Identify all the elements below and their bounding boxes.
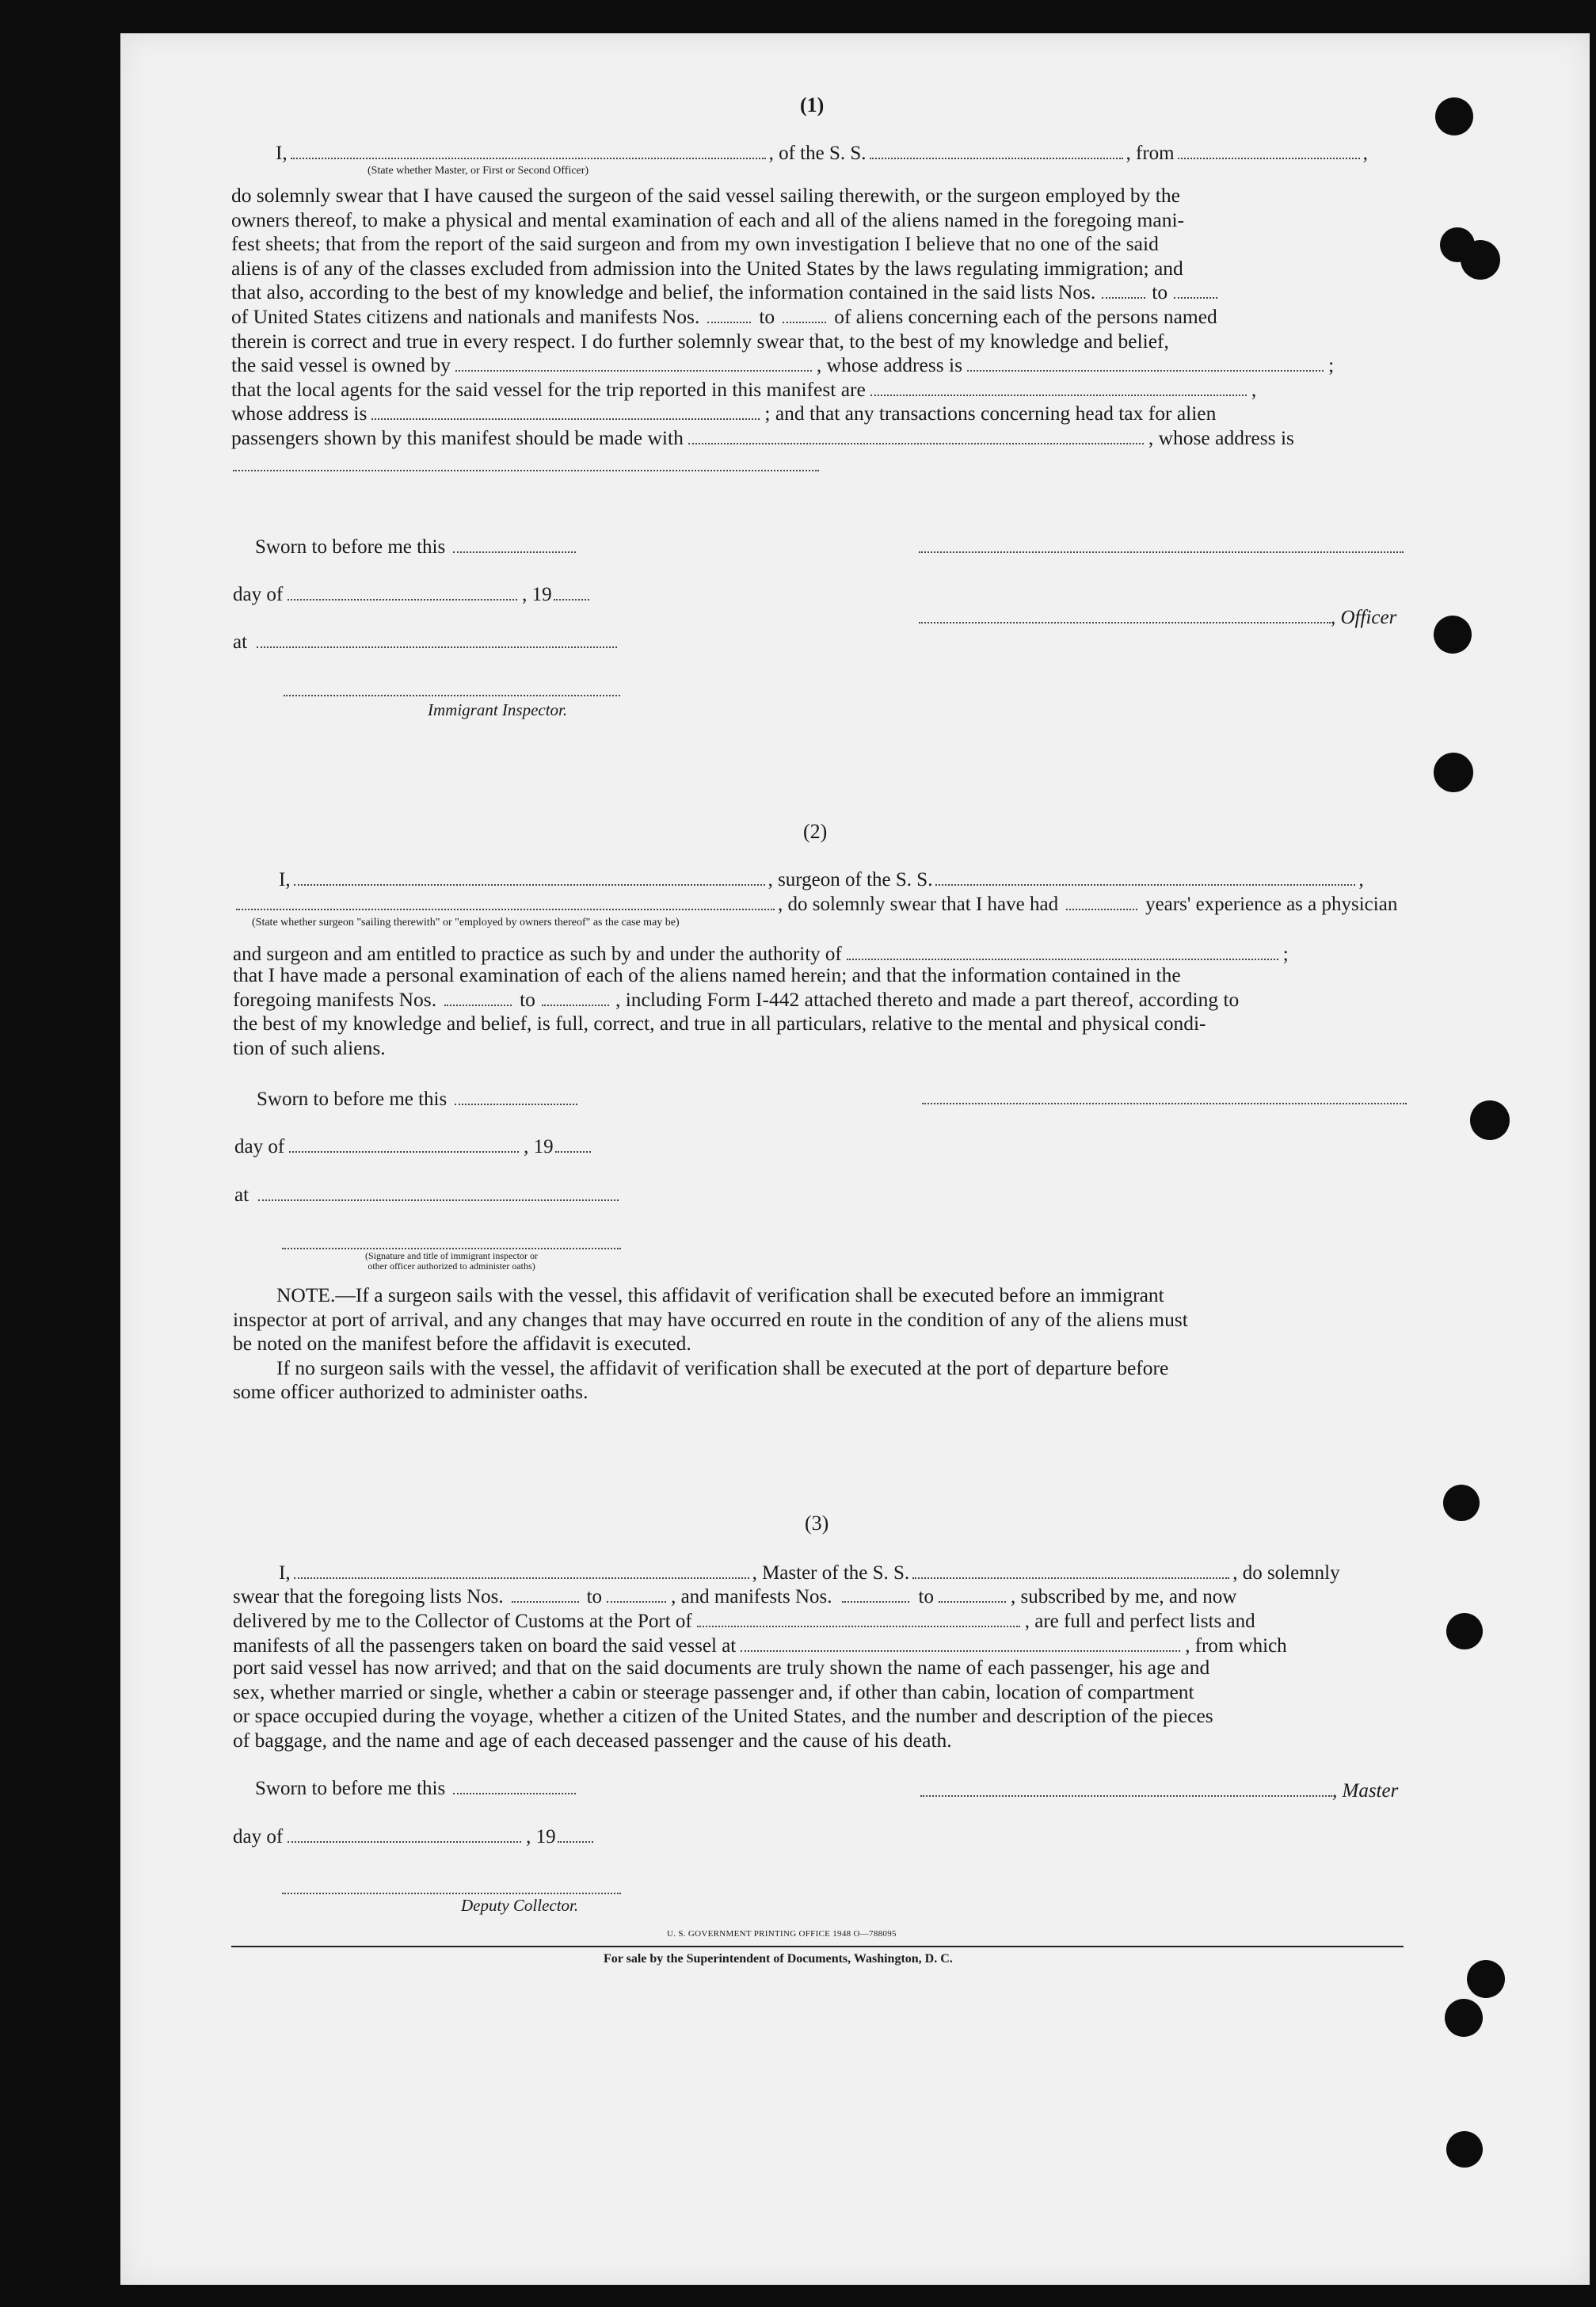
text-owned-by: the said vessel is owned by bbox=[231, 353, 451, 377]
text-foregoing: foregoing manifests Nos. bbox=[233, 987, 437, 1011]
para-line: aliens is of any of the classes excluded from admission into the United States by the laws regulating immigration; and bbox=[231, 256, 1183, 280]
manifests-nos-blank[interactable] bbox=[707, 321, 751, 323]
text-do-solemnly: , do solemnly swear that I have had bbox=[778, 894, 1059, 915]
text-i: I, bbox=[279, 869, 291, 890]
printing-office-imprint: U. S. GOVERNMENT PRINTING OFFICE 1948 O—788095 bbox=[667, 1929, 897, 1939]
note-paragraph bbox=[233, 1283, 1528, 1405]
text-day-of: day of bbox=[233, 584, 284, 605]
para-line: owners thereof, to make a physical and mental examination of each and all of the aliens named in the foregoing mani- bbox=[231, 208, 1185, 231]
punch-hole bbox=[1467, 1960, 1505, 1998]
sworn-day-blank-3[interactable] bbox=[453, 1792, 576, 1794]
text-local-agents: that the local agents for the said vessel for the trip reported in this manifest are bbox=[231, 377, 866, 401]
text-comma: , bbox=[1358, 869, 1364, 890]
punch-hole bbox=[1434, 616, 1472, 654]
text-including: , including Form I-442 attached thereto and made a part thereof, according to bbox=[615, 987, 1240, 1011]
para-line bbox=[231, 426, 1528, 451]
text-from-which: , from which bbox=[1185, 1635, 1287, 1657]
deputy-caption: Deputy Collector. bbox=[461, 1896, 579, 1915]
section-1-paragraph bbox=[231, 184, 1528, 451]
section-2-line-2 bbox=[233, 892, 1397, 917]
manifests-nos-to-blank[interactable] bbox=[783, 321, 826, 323]
officer-line bbox=[919, 605, 1396, 630]
text-to: to bbox=[918, 1586, 934, 1607]
sworn-line-3 bbox=[255, 1776, 579, 1801]
surgeon-signature-blank[interactable] bbox=[922, 1102, 1407, 1104]
para-line bbox=[231, 280, 1528, 305]
text-sworn: Sworn to before me this bbox=[255, 1778, 446, 1799]
surgeon-name-blank[interactable] bbox=[294, 883, 765, 886]
signature-caption-2 bbox=[293, 1251, 610, 1272]
ship-name-blank-2[interactable] bbox=[935, 883, 1355, 886]
punch-hole bbox=[1470, 1100, 1510, 1140]
at-line-2 bbox=[234, 1183, 622, 1207]
para-line: do solemnly swear that I have caused the surgeon of the said vessel sailing therewith, or the surgeon employed by the bbox=[231, 184, 1180, 207]
section-1-number: (1) bbox=[800, 93, 825, 116]
text-i: I, bbox=[279, 1562, 291, 1584]
manifests-to-blank-2[interactable] bbox=[542, 1004, 609, 1006]
punch-hole bbox=[1443, 1485, 1480, 1521]
inspector-signature-blank-2[interactable] bbox=[282, 1247, 621, 1249]
para-line: of baggage, and the name and age of each deceased passenger and the cause of his death. bbox=[233, 1728, 952, 1752]
section-3-line-3 bbox=[233, 1609, 1255, 1634]
ship-name-blank[interactable] bbox=[870, 157, 1123, 159]
sworn-line-1 bbox=[255, 535, 579, 559]
lists-to-blank-3[interactable] bbox=[607, 1600, 666, 1603]
owner-blank[interactable] bbox=[455, 369, 812, 372]
from-port-blank[interactable] bbox=[1178, 157, 1360, 159]
at-place-blank-2[interactable] bbox=[258, 1199, 619, 1201]
text-delivered: delivered by me to the Collector of Customs at the Port of bbox=[233, 1611, 692, 1632]
agents-address-blank[interactable] bbox=[371, 418, 760, 420]
form-page bbox=[120, 33, 1590, 2285]
para-line: fest sheets; that from the report of the said surgeon and from my own investigation I believe that no one of the said bbox=[231, 232, 1159, 256]
text-of-ss: , of the S. S. bbox=[768, 143, 867, 164]
text-day-of: day of bbox=[233, 1826, 284, 1848]
day-of-line-3 bbox=[233, 1825, 596, 1849]
local-agents-blank[interactable] bbox=[870, 394, 1247, 396]
section-2-line-1 bbox=[279, 868, 1364, 892]
lists-nos-to-blank[interactable] bbox=[1174, 296, 1217, 299]
for-sale-notice: For sale by the Superintendent of Documents, Washington, D. C. bbox=[604, 1952, 953, 1966]
head-tax-address-blank[interactable] bbox=[233, 469, 819, 471]
text-at: at bbox=[233, 631, 248, 653]
day-of-line-2 bbox=[234, 1134, 594, 1159]
para-line: sex, whether married or single, whether a cabin or steerage passenger and, if other than cabin, location of compartment bbox=[233, 1680, 1194, 1703]
text-day-of: day of bbox=[234, 1136, 285, 1157]
year-blank[interactable] bbox=[554, 598, 589, 601]
text-years-experience: years' experience as a physician bbox=[1145, 894, 1398, 915]
para-line bbox=[231, 402, 1528, 426]
text-master-of: , Master of the S. S. bbox=[752, 1562, 910, 1584]
text-semicolon: ; bbox=[1328, 353, 1335, 377]
text-whose-address: , whose address is bbox=[1148, 425, 1294, 449]
text-to: to bbox=[759, 304, 775, 328]
text-to: to bbox=[586, 1586, 603, 1607]
sworn-line-2 bbox=[257, 1087, 581, 1112]
text-at: at bbox=[234, 1184, 249, 1206]
officer-caption: (State whether Master, or First or Second Officer) bbox=[368, 165, 589, 177]
text-and-manifests: , and manifests Nos. bbox=[671, 1586, 832, 1607]
para-line: that I have made a personal examination of each of the aliens named herein; and that the information contained in the bbox=[233, 963, 1181, 986]
inspector-signature-blank[interactable] bbox=[284, 694, 620, 696]
years-blank[interactable] bbox=[1066, 908, 1137, 910]
text-of-aliens: of aliens concerning each of the persons named bbox=[834, 304, 1217, 328]
text-surgeon-of: , surgeon of the S. S. bbox=[768, 869, 933, 890]
punch-hole bbox=[1446, 1613, 1483, 1649]
at-line-1 bbox=[233, 630, 620, 654]
section-3-line-4 bbox=[233, 1634, 1287, 1658]
caption-line: other officer authorized to administer oaths) bbox=[368, 1260, 535, 1272]
note-line: NOTE.—If a surgeon sails with the vessel, this affidavit of verification shall be executed before an immigrant bbox=[276, 1283, 1164, 1306]
port-blank[interactable] bbox=[697, 1625, 1020, 1627]
punch-hole bbox=[1435, 97, 1473, 135]
text-whose-address: , whose address is bbox=[816, 353, 963, 377]
punch-hole bbox=[1445, 1999, 1483, 2037]
text-full-perfect: , are full and perfect lists and bbox=[1024, 1611, 1255, 1632]
master-name-blank[interactable] bbox=[294, 1577, 749, 1579]
text-lists-nos: that also, according to the best of my knowledge and belief, the information contained in the said lists Nos. bbox=[231, 280, 1096, 304]
text-19: , 19 bbox=[526, 1826, 556, 1848]
officer-name-blank[interactable] bbox=[291, 157, 766, 159]
text-manifests-nos: of United States citizens and nationals and manifests Nos. bbox=[231, 304, 700, 328]
authority-blank[interactable] bbox=[847, 958, 1278, 960]
text-and-surgeon: and surgeon and am entitled to practice as such by and under the authority of bbox=[233, 944, 842, 965]
text-officer: , Officer bbox=[1331, 607, 1397, 628]
surgeon-caption: (State whether surgeon "sailing therewith" or "employed by owners thereof" as the case may be) bbox=[252, 917, 680, 929]
text-subscribed: , subscribed by me, and now bbox=[1010, 1586, 1237, 1607]
text-do-solemnly: , do solemnly bbox=[1232, 1562, 1340, 1584]
para-line: or space occupied during the voyage, whether a citizen of the United States, and the number and description of the pieces bbox=[233, 1704, 1213, 1728]
text-made-with: passengers shown by this manifest should be made with bbox=[231, 425, 684, 449]
para-line: port said vessel has now arrived; and that on the said documents are truly shown the name of each passenger, his age and bbox=[233, 1656, 1210, 1679]
sworn-day-blank-2[interactable] bbox=[455, 1103, 577, 1105]
day-of-line-1 bbox=[233, 582, 592, 607]
text-19: , 19 bbox=[524, 1136, 554, 1157]
text-to: to bbox=[520, 987, 535, 1011]
text-semicolon: ; bbox=[1282, 944, 1289, 965]
section-3-number: (3) bbox=[805, 1512, 829, 1535]
punch-hole bbox=[1434, 753, 1473, 792]
para-line bbox=[231, 378, 1528, 402]
surgeon-status-blank[interactable] bbox=[236, 908, 775, 910]
section-3-line-1 bbox=[279, 1561, 1340, 1585]
para-line bbox=[233, 988, 1528, 1012]
punch-hole bbox=[1446, 2131, 1483, 2168]
collector-signature-blank[interactable] bbox=[282, 1892, 621, 1894]
text-comma: , bbox=[1362, 143, 1368, 164]
officer-signature-blank[interactable] bbox=[919, 621, 1331, 623]
text-to: to bbox=[1152, 280, 1168, 304]
text-swear: swear that the foregoing lists Nos. bbox=[233, 1586, 504, 1607]
text-from: , from bbox=[1126, 143, 1175, 164]
caption-line: (Signature and title of immigrant inspector or bbox=[365, 1250, 538, 1261]
owner-address-blank[interactable] bbox=[967, 369, 1324, 372]
boarding-port-blank[interactable] bbox=[741, 1649, 1180, 1652]
para-line: tion of such aliens. bbox=[233, 1035, 386, 1059]
footer-rule bbox=[231, 1946, 1404, 1947]
manifests-nos-blank-3[interactable] bbox=[842, 1600, 909, 1603]
sworn-day-blank[interactable] bbox=[453, 551, 576, 553]
para-line bbox=[231, 353, 1528, 378]
text-i: I, bbox=[276, 143, 288, 164]
note-line: inspector at port of arrival, and any changes that may have occurred en route in the condition of any of the aliens must bbox=[233, 1307, 1188, 1331]
para-line bbox=[231, 305, 1528, 330]
month-blank-3[interactable] bbox=[288, 1840, 521, 1843]
manifests-nos-blank-2[interactable] bbox=[444, 1004, 512, 1006]
section-2-number: (2) bbox=[803, 820, 828, 843]
month-blank[interactable] bbox=[288, 598, 517, 601]
head-tax-party-blank[interactable] bbox=[688, 442, 1144, 444]
month-blank-2[interactable] bbox=[289, 1150, 519, 1153]
text-whose-address-is: whose address is bbox=[231, 402, 368, 425]
inspector-caption: Immigrant Inspector. bbox=[428, 700, 568, 719]
section-3-paragraph bbox=[233, 1656, 1528, 1752]
year-blank-2[interactable] bbox=[555, 1150, 591, 1153]
text-manifests-all: manifests of all the passengers taken on board the said vessel at bbox=[233, 1635, 737, 1657]
ship-name-blank-3[interactable] bbox=[912, 1577, 1229, 1579]
note-line: If no surgeon sails with the vessel, the affidavit of verification shall be executed at the port of departure before bbox=[276, 1356, 1169, 1379]
master-signature-blank[interactable] bbox=[920, 1794, 1332, 1797]
lists-nos-blank[interactable] bbox=[1102, 296, 1145, 299]
section-2-paragraph bbox=[233, 963, 1528, 1060]
text-master: , Master bbox=[1332, 1780, 1399, 1802]
master-line bbox=[920, 1779, 1398, 1803]
section-1-line-1 bbox=[276, 141, 1368, 166]
year-blank-3[interactable] bbox=[558, 1840, 593, 1843]
text-sworn: Sworn to before me this bbox=[257, 1089, 448, 1110]
punch-hole bbox=[1461, 240, 1500, 280]
text-sworn: Sworn to before me this bbox=[255, 536, 446, 558]
para-line: the best of my knowledge and belief, is full, correct, and true in all particulars, relative to the mental and physical condi- bbox=[233, 1012, 1206, 1035]
para-line: therein is correct and true in every respect. I do further solemnly swear that, to the best of my knowledge and belief, bbox=[231, 329, 1169, 353]
note-line: be noted on the manifest before the affidavit is executed. bbox=[233, 1332, 691, 1356]
note-line: some officer authorized to administer oaths. bbox=[233, 1380, 589, 1404]
text-19: , 19 bbox=[522, 584, 552, 605]
lists-nos-blank-3[interactable] bbox=[512, 1600, 579, 1603]
manifests-to-blank-3[interactable] bbox=[939, 1600, 1006, 1603]
text-comma: , bbox=[1251, 377, 1257, 401]
at-place-blank[interactable] bbox=[257, 646, 617, 648]
officer-signature-line-top[interactable] bbox=[919, 551, 1404, 553]
section-3-line-2 bbox=[233, 1584, 1236, 1609]
text-head-tax: ; and that any transactions concerning head tax for alien bbox=[764, 402, 1217, 425]
